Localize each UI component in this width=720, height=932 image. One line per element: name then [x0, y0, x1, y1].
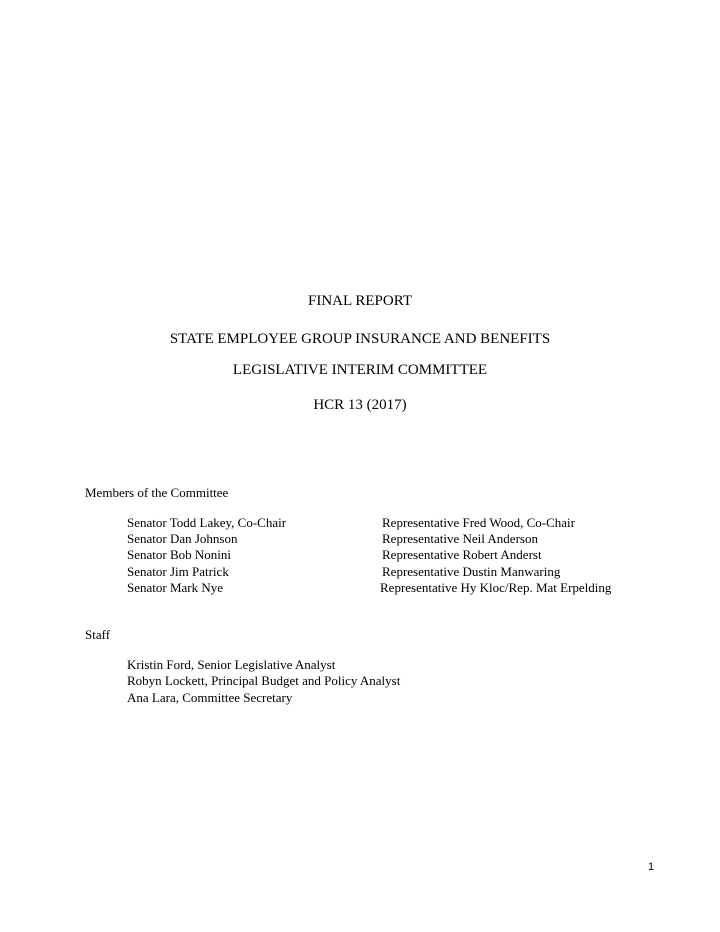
staff-item: Ana Lara, Committee Secretary: [127, 690, 293, 705]
senator-item: Senator Dan Johnson: [127, 531, 238, 546]
senator-item: Senator Bob Nonini: [127, 547, 231, 562]
committee-type: LEGISLATIVE INTERIM COMMITTEE: [232, 362, 488, 378]
representative-item: Representative Neil Anderson: [382, 531, 538, 546]
members-heading: Members of the Committee: [85, 485, 229, 500]
report-title: FINAL REPORT: [308, 293, 412, 309]
staff-heading: Staff: [85, 627, 111, 642]
representative-item: Representative Dustin Manwaring: [382, 564, 561, 579]
committee-name: STATE EMPLOYEE GROUP INSURANCE AND BENEFITS: [169, 331, 551, 347]
senator-item: Senator Mark Nye: [127, 580, 224, 595]
representative-item: Representative Hy Kloc/Rep. Mat Erpelding: [380, 580, 612, 595]
page-number: 1: [648, 861, 655, 873]
senator-item: Senator Todd Lakey, Co-Chair: [127, 515, 287, 530]
resolution-reference: HCR 13 (2017): [313, 397, 407, 413]
representative-item: Representative Robert Anderst: [382, 547, 542, 562]
staff-item: Robyn Lockett, Principal Budget and Policy Analyst: [127, 673, 401, 688]
senator-item: Senator Jim Patrick: [127, 564, 229, 579]
representative-item: Representative Fred Wood, Co-Chair: [382, 515, 575, 530]
staff-item: Kristin Ford, Senior Legislative Analyst: [127, 657, 336, 672]
